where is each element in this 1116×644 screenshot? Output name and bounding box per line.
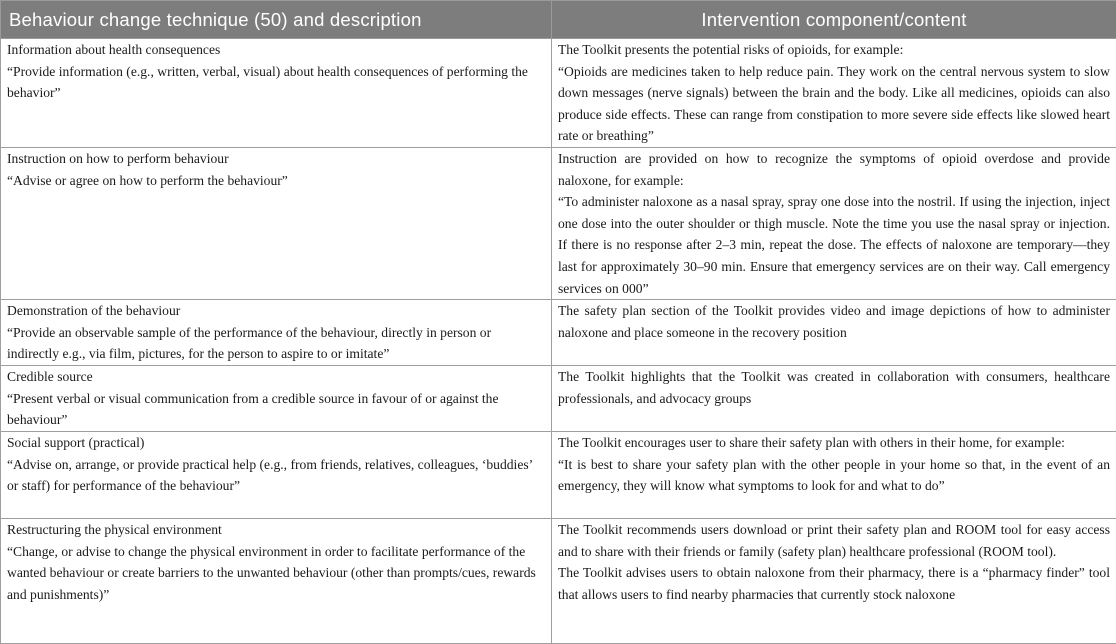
technique-name: Restructuring the physical environment [7, 519, 545, 541]
content-cell [552, 300, 1116, 366]
content-line: “It is best to share your safety plan with the other people in your home so that, in the event of an emergency, they will know what symptoms to look for and what to do” [558, 454, 1110, 497]
content-line: The Toolkit highlights that the Toolkit was created in collaboration with consumers, healthcare professionals, and advocacy groups [558, 366, 1110, 409]
technique-description: “Advise on, arrange, or provide practical help (e.g., from friends, relatives, colleagues, ‘buddies’ or staff) for performance of the behaviour” [7, 454, 545, 497]
content-line: “Opioids are medicines taken to help reduce pain. They work on the central nervous system to slow down messages (nerve signals) between the brain and the body. Like all medicines, opioids can also produce side effects. These can range from constipation to more severe side effects like slowed heart rate or breathing” [558, 61, 1110, 147]
content-line: The Toolkit advises users to obtain naloxone from their pharmacy, there is a “pharmacy finder” tool that allows users to find nearby pharmacies that currently stock naloxone [558, 562, 1110, 605]
technique-cell [1, 39, 552, 148]
technique-name: Demonstration of the behaviour [7, 300, 545, 322]
content-line: The safety plan section of the Toolkit provides video and image depictions of how to administer naloxone and place someone in the recovery position [558, 300, 1110, 343]
content-line: The Toolkit encourages user to share their safety plan with others in their home, for example: [558, 432, 1110, 454]
technique-name: Information about health consequences [7, 39, 545, 61]
technique-cell [1, 147, 552, 299]
technique-cell [1, 432, 552, 519]
content-line: The Toolkit presents the potential risks of opioids, for example: [558, 39, 1110, 61]
table-row [1, 366, 1116, 432]
content-line: The Toolkit recommends users download or print their safety plan and ROOM tool for easy access and to share with their friends or family (safety plan) healthcare professional (ROOM tool). [558, 519, 1110, 562]
content-cell [552, 432, 1116, 519]
technique-description: “Provide an observable sample of the performance of the behaviour, directly in person or indirectly e.g., via film, pictures, for the person to aspire to or imitate” [7, 322, 545, 365]
technique-name: Instruction on how to perform behaviour [7, 148, 545, 170]
table-row [1, 39, 1116, 148]
content-cell [552, 39, 1116, 148]
technique-name: Social support (practical) [7, 432, 545, 454]
technique-description: “Present verbal or visual communication from a credible source in favour of or against the behaviour” [7, 388, 545, 431]
technique-cell [1, 519, 552, 644]
table-row [1, 147, 1116, 299]
technique-cell [1, 300, 552, 366]
content-cell [552, 519, 1116, 644]
content-line: Instruction are provided on how to recognize the symptoms of opioid overdose and provide naloxone, for example: [558, 148, 1110, 191]
table-row [1, 300, 1116, 366]
technique-description: “Advise or agree on how to perform the behaviour” [7, 170, 545, 192]
technique-description: “Change, or advise to change the physical environment in order to facilitate performance of the wanted behaviour or create barriers to the unwanted behaviour (other than prompts/cues, rewards and punishments)” [7, 541, 545, 606]
technique-cell [1, 366, 552, 432]
content-cell [552, 366, 1116, 432]
header-row [1, 1, 1116, 39]
content-cell [552, 147, 1116, 299]
header-content: Intervention component/content [552, 1, 1116, 39]
table-row [1, 432, 1116, 519]
technique-name: Credible source [7, 366, 545, 388]
header-technique: Behaviour change technique (50) and description [1, 1, 552, 39]
table-row [1, 519, 1116, 644]
technique-description: “Provide information (e.g., written, verbal, visual) about health consequences of performing the behavior” [7, 61, 545, 104]
content-line: “To administer naloxone as a nasal spray, spray one dose into the nostril. If using the injection, inject one dose into the outer shoulder or thigh muscle. Note the time you use the nasal spray or injection. If there is no response after 2–3 min, repeat the dose. The effects of naloxone are temporary—they last for approximately 30–90 min. Ensure that emergency services are on their way. Call emergency services on 000” [558, 191, 1110, 299]
